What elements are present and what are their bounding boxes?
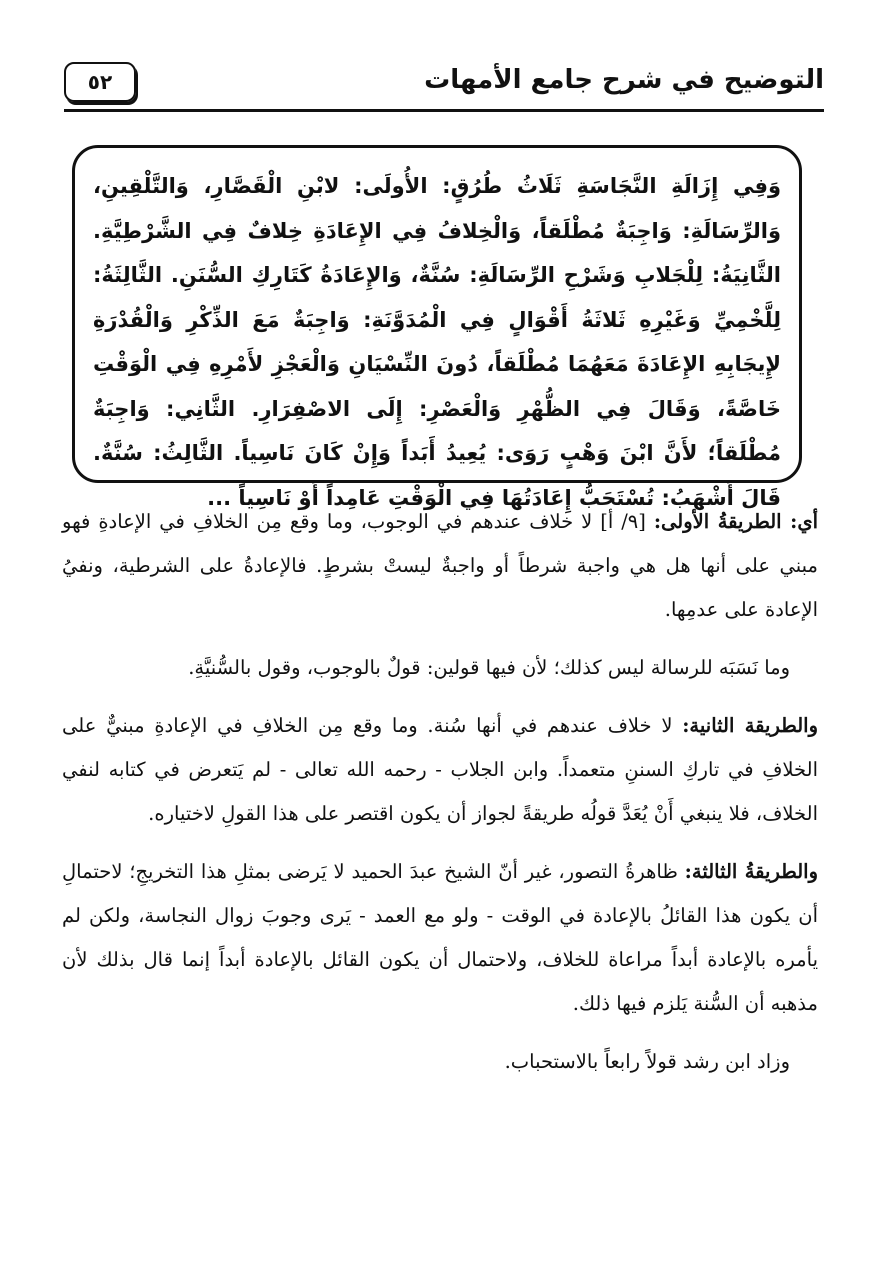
commentary-paragraph-3 (62, 704, 818, 836)
page-header (64, 56, 824, 112)
matn-text: وَفِي إِزَالَةِ النَّجَاسَةِ ثَلَاثُ طُرُقٍ: الأُولَى: لابْنِ الْقَصَّارِ، وَالتَّلْقِينِ، وَالرِّسَالَةِ: وَاجِبَةٌ مُطْلَقاً، وَالْخِلافُ فِي الإِعَادَةِ خِلافٌ فِي الشَّرْطِيَّةِ. الثَّانِيَةُ: لِلْجَلابِ وَشَرْحِ الرِّسَالَةِ: سُنَّةٌ، وَالإِعَادَةُ كَتَارِكِ السُّنَنِ. الثَّالِثَةُ: لِلَّخْمِيِّ وَغَيْرِهِ ثَلاثَةُ أَقْوَالٍ فِي الْمُدَوَّنَةِ: وَاجِبَةٌ مَعَ الذِّكْرِ وَالْقُدْرَةِ لإِيجَابِهِ الإِعَادَةَ مَعَهُمَا مُطْلَقاً، دُونَ النِّسْيَانِ وَالْعَجْزِ لأَمْرِهِ فِي الْوَقْتِ خَاصَّةً، وَقَالَ فِي الظُّهْرِ وَالْعَصْرِ: إِلَى الاصْفِرَارِ. الثَّانِي: وَاجِبَةٌ مُطْلَقاً؛ لأَنَّ ابْنَ وَهْبٍ رَوَى: يُعِيدُ أَبَداً وَإِنْ كَانَ نَاسِياً. الثَّالِثُ: سُنَّةٌ. قَالَ أَشْهَبُ: تُسْتَحَبُّ إِعَادَتُهَا فِي الْوَقْتِ عَامِداً أَوْ نَاسِياً ... (93, 174, 781, 510)
paragraph-text: وما نَسَبَه للرسالة ليس كذلك؛ لأن فيها قولين: قولٌ بالوجوب، وقول بالسُّنيَّةِ. (188, 656, 790, 679)
commentary-paragraph-4 (62, 850, 818, 1026)
paragraph-text: وزاد ابن رشد قولاً رابعاً بالاستحباب. (504, 1050, 790, 1073)
page-number-badge: ٥٢ (64, 62, 136, 102)
paragraph-text: لا خلاف عندهم في أنها سُنة. وما وقع مِن الخلافِ في الإعادةِ مبنيٌّ على الخلافِ في تاركِ السننِ متعمداً. وابن الجلاب - رحمه الله تعالى - لم يَتعرض في كتابه لنفي الخلاف، فلا ينبغي أَنْ يُعَدَّ قولُه طريقةً لجواز أن يكون اقتصر على هذا القولِ لاختياره. (62, 714, 818, 825)
header-divider (64, 109, 824, 112)
commentary-paragraph-2 (62, 646, 818, 690)
paragraph-text: ظاهرةُ التصور، غير أنّ الشيخ عبدَ الحميد لا يَرضى بمثلِ هذا التخريجِ؛ لاحتمالِ أن يكون هذا القائلُ بالإعادة في الوقت - ولو مع العمد - يَرى وجوبَ زوال النجاسة، ولكن لم يأمره بالإعادة أبداً مراعاة للخلاف، ولاحتمال أن يكون القائل بالإعادة أبداً إنما قال بذلك لأن مذهبه أن السُّنة يَلزم فيها ذلك. (62, 860, 818, 1015)
commentary-paragraph-1 (62, 500, 818, 632)
paragraph-text: [٩/ أ] لا خلاف عندهم في الوجوب، وما وقع مِن الخلافِ في الإعادةِ فهو مبني على أنها هل هي واجبة شرطاً أو واجبةٌ ليستْ بشرطٍ. فالإعادةُ على الشرطية، ونفيُ الإعادة على عدمِها. (62, 510, 818, 621)
paragraph-lead: والطريقةُ الثالثة: (684, 860, 819, 883)
paragraph-lead: أي: الطريقةُ الأولى: (653, 510, 818, 533)
commentary-paragraph-5 (62, 1040, 818, 1084)
commentary (62, 500, 818, 1098)
paragraph-lead: والطريقة الثانية: (682, 714, 819, 737)
matn-frame (72, 145, 802, 510)
book-title: التوضيح في شرح جامع الأمهات (424, 65, 824, 95)
